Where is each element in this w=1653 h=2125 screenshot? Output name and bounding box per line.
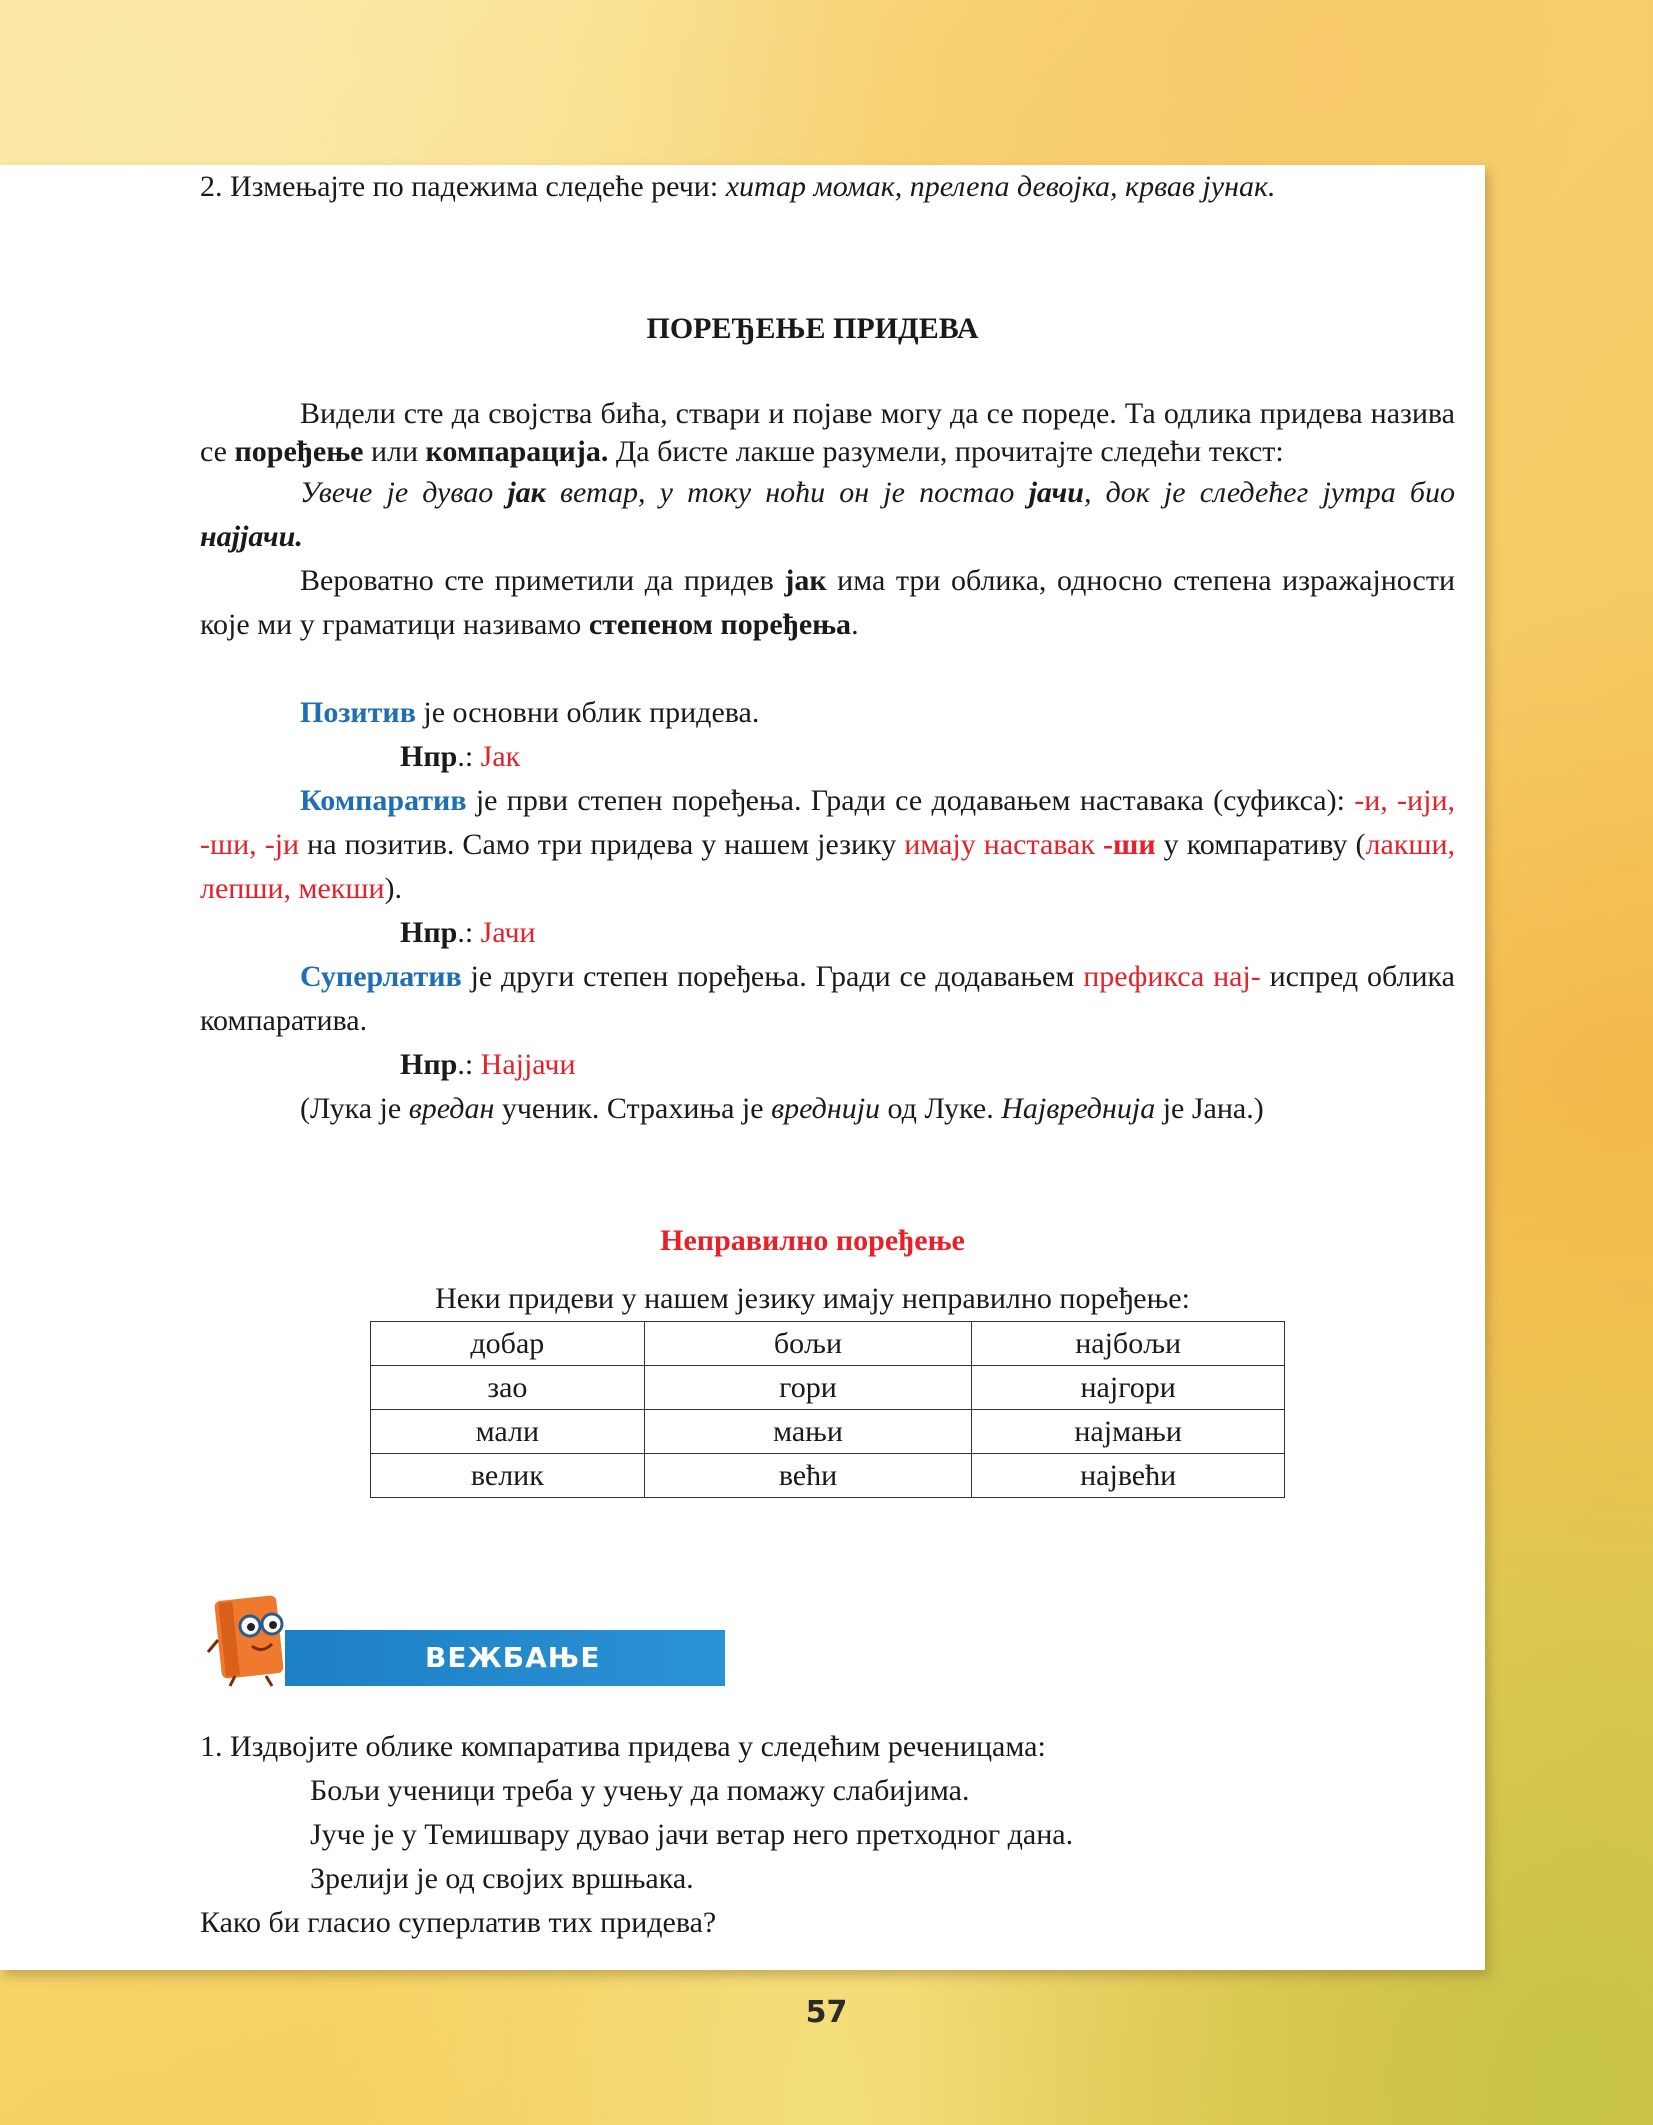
superlative-example — [200, 1043, 1455, 1087]
positive-text: је основни облик придева. — [415, 696, 760, 729]
intro-text-2: или — [363, 435, 426, 468]
example-jachi: јачи — [1028, 476, 1084, 509]
term-komparativ: Компаратив — [300, 784, 467, 817]
book-mascot-icon — [200, 1580, 310, 1690]
irregular-title: Неправилно поређење — [660, 1224, 965, 1257]
irregular-table-body — [371, 1322, 1285, 1498]
table-cell: најгори — [972, 1366, 1285, 1410]
irregular-lead: Неки придеви у нашем језику имају неправилно поређење: — [435, 1282, 1190, 1315]
comparative-examples: лакши, лепши, мекши — [200, 828, 1456, 905]
comparative-text-4: ). — [384, 872, 403, 905]
table-row — [371, 1366, 1285, 1410]
term-poredjenje: поређење — [234, 435, 364, 468]
table-cell: најмањи — [972, 1410, 1285, 1454]
exercise-banner — [200, 1590, 725, 1690]
comparative-shi: -ши — [1103, 828, 1156, 861]
example-text-2: ветар, у току ноћи он је постао — [545, 476, 1029, 509]
comparative-definition — [200, 779, 1455, 911]
superlative-text-2: испред облика компаратива. — [200, 960, 1455, 1037]
intro-paragraph — [200, 395, 1455, 471]
table-cell: зао — [371, 1366, 645, 1410]
table-cell: добар — [371, 1322, 645, 1366]
example-jak: јак — [507, 476, 546, 509]
sentence-vredan: вредан — [408, 1092, 495, 1125]
npr-sep: .: — [457, 740, 481, 773]
table-cell: велик — [371, 1454, 645, 1498]
comparative-example-word: Јачи — [480, 916, 536, 949]
note-text-2: има три облика, односно степена изражајности које ми у граматици називамо — [200, 564, 1456, 641]
intro-text-3: Да бисте лакше разумели, прочитајте следећи текст: — [608, 435, 1284, 468]
npr-label: Нпр — [400, 740, 458, 773]
sentence-example — [200, 1087, 1455, 1131]
example-paragraph — [200, 471, 1455, 559]
comparative-text-2: на позитив. Само три придева у нашем језику — [299, 828, 905, 861]
table-cell: мали — [371, 1410, 645, 1454]
comparative-text-3: у компаративу ( — [1155, 828, 1366, 861]
page-number: 57 — [805, 1995, 848, 2030]
term-komparacija: компарација. — [425, 435, 609, 468]
table-row — [371, 1410, 1285, 1454]
note-text-1: Вероватно сте приметили да придев — [300, 564, 785, 597]
note-stepen: степеном поређења — [588, 608, 852, 641]
npr-label: Нпр — [400, 1048, 458, 1081]
comparative-example — [200, 911, 1455, 955]
table-cell: најбољи — [972, 1322, 1285, 1366]
exercise-label: ВЕЖБАЊЕ — [425, 1641, 601, 1674]
task-2 — [200, 165, 1455, 209]
comparative-suffixes: -и, -иjи, -ши, -ји — [200, 784, 1455, 861]
table-cell: већи — [644, 1454, 972, 1498]
sentence-text-4: је Јана.) — [1155, 1092, 1264, 1125]
page-content — [200, 165, 1455, 1498]
positive-definition — [200, 691, 1455, 735]
example-najjachi: најјачи. — [200, 520, 303, 553]
exercise-question: Како би гласио суперлатив тих придева? — [200, 1906, 717, 1939]
note-paragraph — [200, 559, 1455, 647]
exercise-sentence-2: Јуче је у Темишвару дувао јачи ветар него претходног дана. — [310, 1818, 1074, 1851]
task-2-prefix: 2. Измењајте по падежима следеће речи: — [200, 170, 726, 203]
positive-example — [200, 735, 1455, 779]
superlative-example-word: Најјачи — [480, 1048, 576, 1081]
exercise-sentence-1: Бољи ученици треба у учењу да помажу слабијима. — [310, 1774, 970, 1807]
comparative-text-1: је први степен поређења. Гради се додавањем наставака (суфикса): — [466, 784, 1355, 817]
irregular-table — [370, 1321, 1285, 1498]
note-text-3: . — [851, 608, 859, 641]
npr-sep: .: — [457, 1048, 481, 1081]
example-text-1: Увече је дувао — [300, 476, 508, 509]
sentence-najvrednija: Највреднија — [1001, 1092, 1156, 1125]
table-cell: гори — [644, 1366, 972, 1410]
term-superlativ: Суперлатив — [300, 960, 462, 993]
sentence-text-3: од Луке. — [880, 1092, 1002, 1125]
task-2-words: хитар момак, прелепа девојка, крвав јунак. — [725, 170, 1276, 203]
exercise-task-1: 1. Издвојите облике компаратива придева у следећим реченицама: — [200, 1730, 1046, 1763]
term-pozitiv: Позитив — [300, 696, 416, 729]
comparative-red-1: имају наставак — [904, 828, 1104, 861]
sentence-text-1: (Лука је — [300, 1092, 409, 1125]
npr-label: Нпр — [400, 916, 458, 949]
superlative-text-1: је други степен поређења. Гради се додавањем — [461, 960, 1084, 993]
superlative-definition — [200, 955, 1455, 1043]
table-cell: највећи — [972, 1454, 1285, 1498]
table-cell: мањи — [644, 1410, 972, 1454]
table-row — [371, 1454, 1285, 1498]
example-text-3: , док је следећег јутра био — [1083, 476, 1455, 509]
section-title: ПОРЕЂЕЊЕ ПРИДЕВА — [646, 312, 979, 345]
positive-example-word: Јак — [480, 740, 521, 773]
superlative-prefix: префикса нај- — [1083, 960, 1261, 993]
npr-sep: .: — [457, 916, 481, 949]
table-cell: бољи — [644, 1322, 972, 1366]
sentence-vredniji: вреднији — [771, 1092, 881, 1125]
table-row — [371, 1322, 1285, 1366]
exercise-content — [200, 1725, 1455, 1945]
sentence-text-2: ученик. Страхиња је — [494, 1092, 772, 1125]
exercise-sentence-3: Зрелији је од својих вршњака. — [310, 1862, 694, 1895]
intro-text-1: Видели сте да својства бића, ствари и појаве могу да се пореде. Та одлика придева назива се — [200, 397, 1455, 468]
note-jak: јак — [784, 564, 827, 597]
